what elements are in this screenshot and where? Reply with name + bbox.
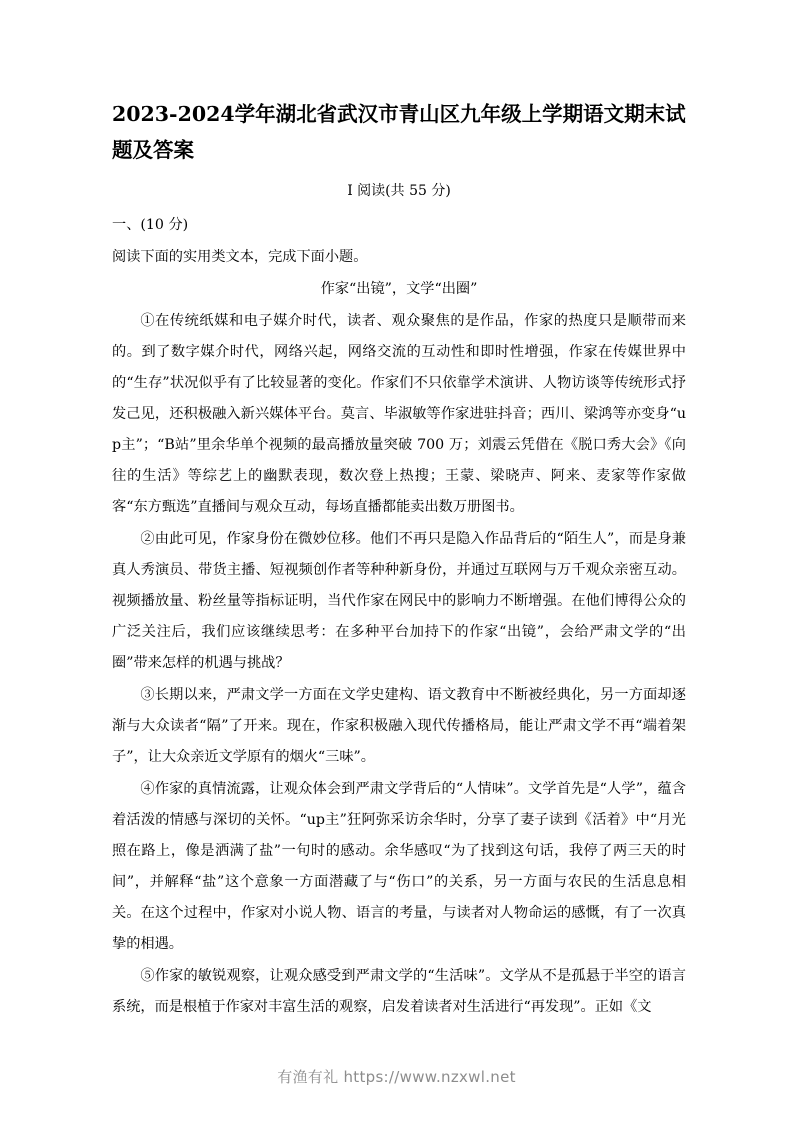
article-paragraph-5: ⑤作家的敏锐观察，让观众感受到严肃文学的“生活味”。文学从不是孤悬于半空的语言系统，而是根植于作家对丰富生活的观察，启发着读者对生活进行“再发现”。正如《文	[112, 968, 686, 1015]
document-content	[112, 96, 686, 1024]
instruction-text: 阅读下面的实用类文本，完成下面小题。	[112, 249, 368, 265]
article-title: 作家“出镜”，文学“出圈”	[320, 281, 478, 297]
article-paragraph-3: ③长期以来，严肃文学一方面在文学史建构、语文教育中不断被经典化，另一方面却逐渐与大众读者“隔”了开来。现在，作家积极融入现代传播格局，能让严肃文学不再“端着架子”，让大众亲近文学原有的烟火“三味”。	[112, 687, 686, 765]
article-paragraph-4: ④作家的真情流露，让观众体会到严肃文学背后的“人情味”。文学首先是“人学”，蕴含着活泼的情感与深切的关怀。“up主”狂阿弥采访余华时，分享了妻子读到《活着》中“月光照在路上，像是洒满了盐”一句时的感动。余华感叹“为了找到这句话，我停了两三天的时间”，并解释“盐”这个意象一方面潜藏了与“伤口”的关系，另一方面与农民的生活息息相关。在这个过程中，作家对小说人物、语言的考量，与读者对人物命运的感慨，有了一次真挚的相遇。	[112, 781, 686, 952]
watermark: 有渔有礼 https://www.nzxwl.net	[277, 1068, 516, 1086]
question-group-label: 一、(10 分)	[112, 217, 189, 233]
article-paragraph-1: ①在传统纸媒和电子媒介时代，读者、观众聚焦的是作品，作家的热度只是顺带而来的。到了数字媒介时代，网络兴起，网络交流的互动性和即时性增强，作家在传媒世界中的“生存”状况似乎有了比较显著的变化。作家们不只依靠学术演讲、人物访谈等传统形式抒发己见，还积极融入新兴媒体平台。莫言、毕淑敏等作家进驻抖音；西川、梁鸿等亦变身“up主”；“B站”里余华单个视频的最高播放量突破 700 万；刘震云凭借在《脱口秀大会》《向往的生活》等综艺上的幽默表现，数次登上热搜；王蒙、梁晓声、阿来、麦家等作家做客“东方甄选”直播间与观众互动，每场直播都能卖出数万册图书。	[112, 313, 686, 515]
section-header: Ⅰ 阅读(共 55 分)	[347, 183, 451, 199]
article-paragraph-2: ②由此可见，作家身份在微妙位移。他们不再只是隐入作品背后的“陌生人”，而是身兼真人秀演员、带货主播、短视频创作者等种种新身份，并通过互联网与万千观众亲密互动。视频播放量、粉丝量等指标证明，当代作家在网民中的影响力不断增强。在他们博得公众的广泛关注后，我们应该继续思考：在多种平台加持下的作家“出镜”，会给严肃文学的“出圈”带来怎样的机遇与挑战？	[112, 531, 686, 671]
page-title: 2023-2024学年湖北省武汉市青山区九年级上学期语文期末试题及答案	[112, 102, 686, 162]
